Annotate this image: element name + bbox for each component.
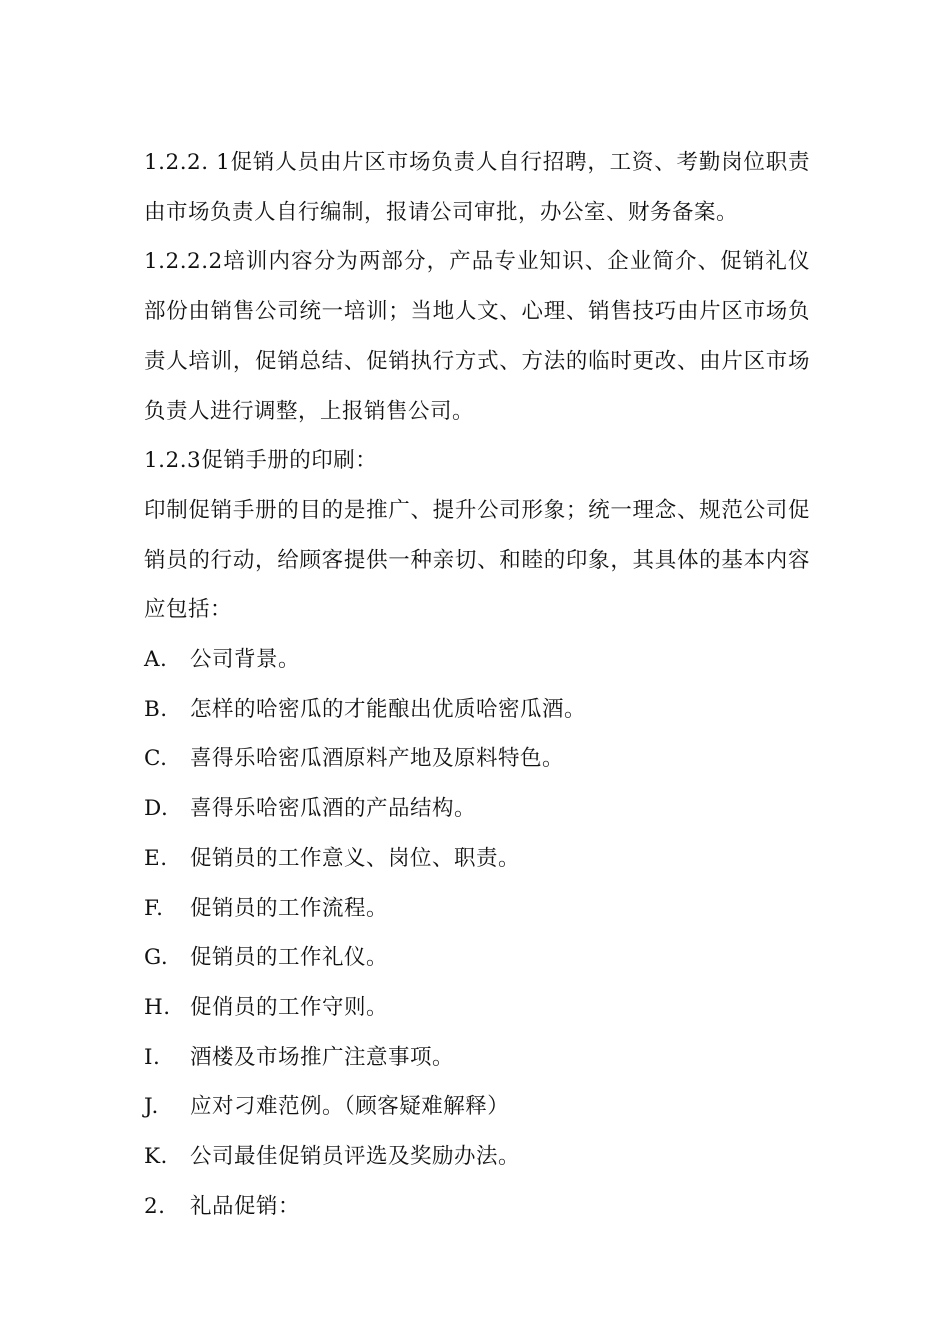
paragraph-handbook-purpose: 印制促销手册的目的是推广、提升公司形象；统一理念、规范公司促销员的行动，给顾客提供一种亲切、和睦的印象，其具体的基本内容应包括： <box>144 497 810 623</box>
list-item <box>144 1182 810 1232</box>
list-item-text: 怎样的哈密瓜的才能酿出优质哈密瓜酒。 <box>190 696 587 722</box>
list-item <box>144 1082 810 1132</box>
list-item <box>144 685 810 735</box>
document-body <box>144 138 810 1231</box>
list-item <box>144 1132 810 1182</box>
list-item <box>144 884 810 934</box>
list-item-marker: D. <box>144 796 169 822</box>
list-item-text: 促销员的工作流程。 <box>190 895 389 921</box>
list-item <box>144 983 810 1033</box>
list-item-marker: I. <box>144 1044 161 1070</box>
list-item-text: 促销员的工作礼仪。 <box>190 945 389 971</box>
list-item-text: 应对刁难范例。（顾客疑难解释） <box>190 1094 510 1120</box>
list-item-text: 喜得乐哈密瓜酒的产品结构。 <box>190 796 477 822</box>
list-item-text: 公司背景。 <box>190 647 301 673</box>
list-item-marker: K. <box>144 1144 168 1170</box>
list-item <box>144 1033 810 1083</box>
list-item-marker: J. <box>144 1094 159 1120</box>
list-item-text: 喜得乐哈密瓜酒原料产地及原料特色。 <box>190 746 565 772</box>
list-item-text: 促俏员的工作守则。 <box>190 994 389 1020</box>
list-item-marker: H. <box>144 994 171 1020</box>
list-item <box>144 834 810 884</box>
list-item-marker: G. <box>144 945 169 971</box>
list-item-marker: C. <box>144 746 168 772</box>
list-item-text: 酒楼及市场推广注意事项。 <box>190 1044 455 1070</box>
paragraph-promoter-recruitment: 1.2.2. 1促销人员由片区市场负责人自行招聘，工资、考勤岗位职责由市场负责人自行编制，报请公司审批，办公室、财务备案。 <box>144 150 810 225</box>
list-item-text: 礼品促销： <box>190 1193 301 1219</box>
paragraph-handbook-heading: 1.2.3促销手册的印刷： <box>144 448 378 474</box>
list-item <box>144 635 810 685</box>
list-item <box>144 933 810 983</box>
list-item-text: 公司最佳促销员评选及奖励办法。 <box>190 1144 521 1170</box>
list-item-marker: 2. <box>144 1193 166 1219</box>
list-item <box>144 734 810 784</box>
list-item-marker: F. <box>144 895 164 921</box>
list-item-marker: E. <box>144 845 168 871</box>
list-item-marker: B. <box>144 696 168 722</box>
paragraph-training-content: 1.2.2.2培训内容分为两部分，产品专业知识、企业简介、促销礼仪部份由销售公司统一培训；当地人文、心理、销售技巧由片区市场负责人培训，促销总结、促销执行方式、方法的临时更改、由片区市场负责人进行调整，上报销售公司。 <box>144 249 810 424</box>
list-item <box>144 784 810 834</box>
list-item-text: 促销员的工作意义、岗位、职责。 <box>190 845 521 871</box>
list-item-marker: A. <box>144 647 168 673</box>
